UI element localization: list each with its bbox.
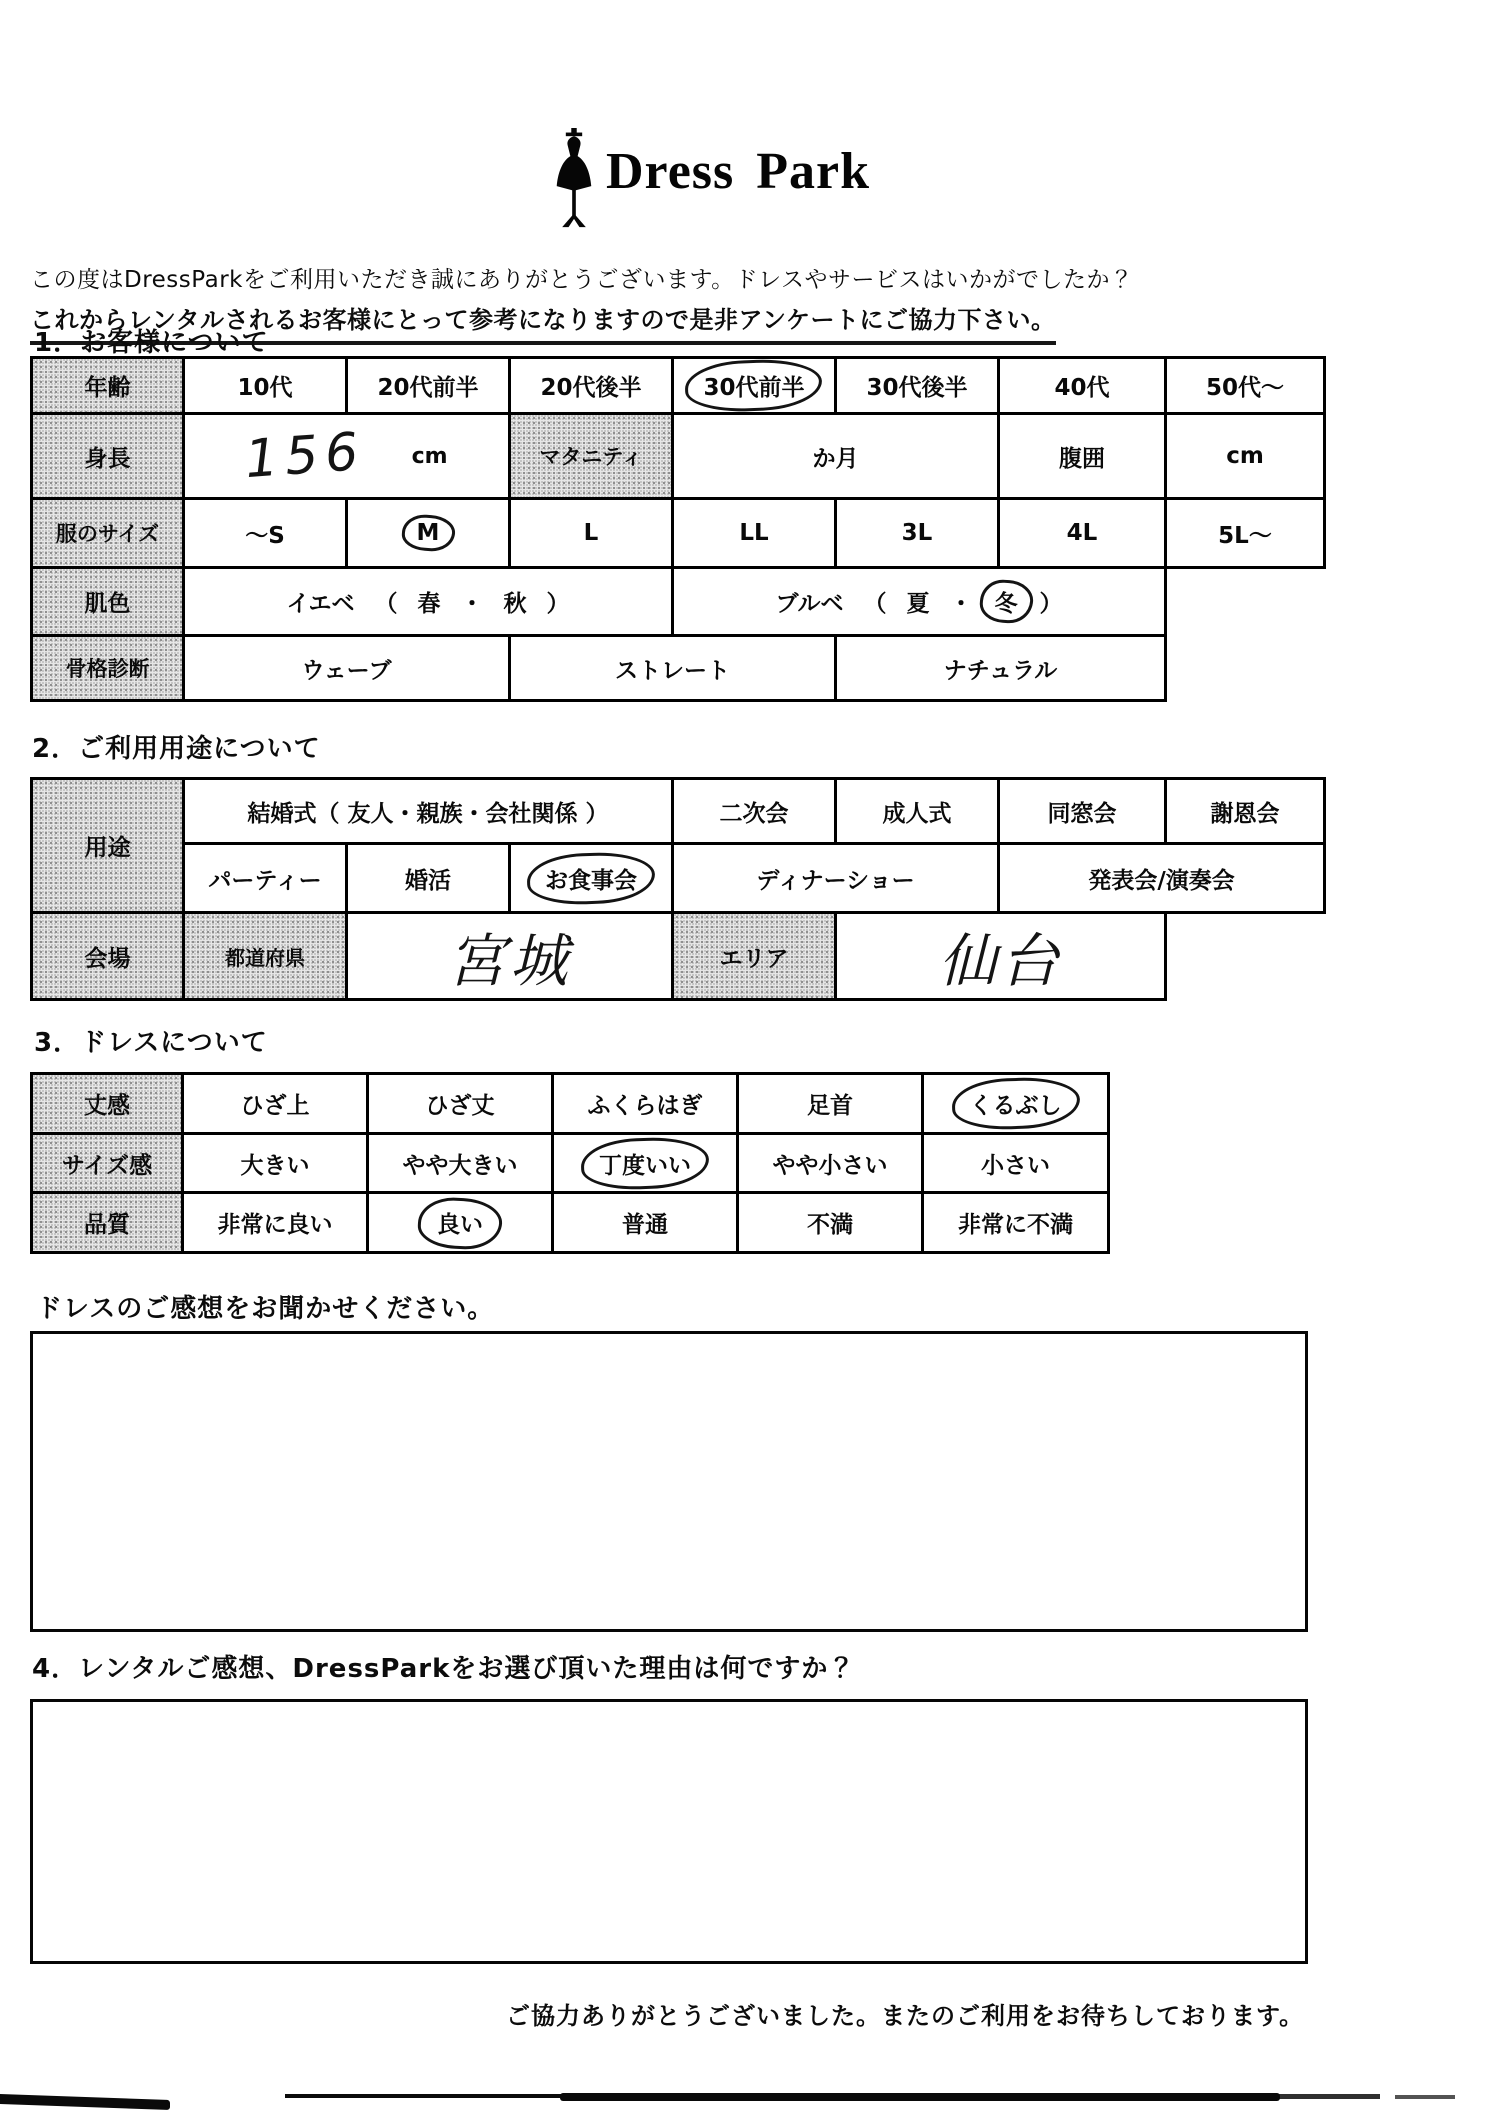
fit-option-slightly-large: やや大きい [368, 1134, 553, 1193]
fit-option-slightly-small: やや小さい [738, 1134, 923, 1193]
fit-option-just-right-selected: 丁度いい [553, 1134, 738, 1193]
blue-base-cell: ブルベ （ 夏 ・ 冬 ） [673, 568, 1166, 636]
skeleton-option-straight: ストレート [510, 636, 836, 701]
purpose-option-konkatsu: 婚活 [347, 844, 510, 913]
quality-option-unsatisfied: 不満 [738, 1193, 923, 1253]
dress-feedback-table [30, 1072, 1110, 1254]
purpose-option-reunion: 同窓会 [999, 779, 1166, 844]
dress-comment-box [30, 1331, 1308, 1632]
quality-option-very-unsatisfied: 非常に不満 [923, 1193, 1109, 1253]
fit-row-label: サイズ感 [32, 1134, 183, 1193]
prefecture-label: 都道府県 [184, 913, 347, 1000]
length-row-label: 丈感 [32, 1074, 183, 1134]
purpose-option-thanks-party: 謝恩会 [1166, 779, 1325, 844]
size-option-m-selected: M [347, 499, 510, 568]
waist-unit: cm [1166, 414, 1325, 499]
handwritten-prefecture-value: 宮城 [447, 927, 572, 995]
size-option-s: ～S [184, 499, 347, 568]
size-option-l: L [510, 499, 673, 568]
purpose-option-dinner-show: ディナーショー [673, 844, 999, 913]
age-row [32, 358, 1325, 414]
dress-comment-prompt: ドレスのご感想をお聞かせください。 [36, 1294, 495, 1324]
waist-label: 腹囲 [999, 414, 1166, 499]
skeleton-row-label: 骨格診断 [32, 636, 184, 701]
purpose-option-recital: 発表会/演奏会 [999, 844, 1325, 913]
quality-row-label: 品質 [32, 1193, 183, 1253]
section4-heading: 4．レンタルご感想、DressParkをお選び頂いた理由は何ですか？ [32, 1654, 856, 1684]
prefecture-value-cell [347, 913, 673, 1000]
footer-thanks-text: ご協力ありがとうございました。またのご利用をお待ちしております。 [506, 2002, 1305, 2030]
age-option-late-20s: 20代後半 [510, 358, 673, 414]
dress-form-icon [552, 128, 596, 228]
section1-heading: 1．お客様について [34, 328, 269, 358]
clothing-size-row [32, 499, 1325, 568]
venue-row [32, 913, 1325, 1000]
age-option-10s: 10代 [184, 358, 347, 414]
purpose-row-1 [32, 779, 1325, 844]
size-option-ll: LL [673, 499, 836, 568]
quality-option-normal: 普通 [553, 1193, 738, 1253]
age-row-label: 年齢 [32, 358, 184, 414]
size-option-5l: 5L～ [1166, 499, 1325, 568]
brand-logo [552, 120, 870, 228]
section2-heading: 2．ご利用用途について [32, 734, 321, 764]
length-option-anklebone-selected: くるぶし [923, 1074, 1109, 1134]
skin-row-label: 肌色 [32, 568, 184, 636]
venue-row-label: 会場 [32, 913, 184, 1000]
length-option-ankle: 足首 [738, 1074, 923, 1134]
length-option-knee: ひざ丈 [368, 1074, 553, 1134]
size-row-label: 服のサイズ [32, 499, 184, 568]
intro-emphasis-text: これからレンタルされるお客様にとって参考になりますので是非アンケートにご協力下さい。 [30, 300, 1056, 345]
skeleton-option-natural: ナチュラル [836, 636, 1166, 701]
usage-purpose-table [30, 777, 1326, 1001]
fit-row [32, 1134, 1109, 1193]
quality-row [32, 1193, 1109, 1253]
fit-option-large: 大きい [183, 1134, 368, 1193]
intro-text: この度はDressParkをご利用いただき誠にありがとうございます。ドレスやサービスはいかがでしたか？ [30, 267, 1134, 293]
size-option-4l: 4L [999, 499, 1166, 568]
purpose-row-label: 用途 [32, 779, 184, 913]
skeleton-option-wave: ウェーブ [184, 636, 510, 701]
age-option-early-20s: 20代前半 [347, 358, 510, 414]
scan-edge-artifact [0, 2085, 1500, 2115]
length-row [32, 1074, 1109, 1134]
length-option-above-knee: ひざ上 [183, 1074, 368, 1134]
length-option-calf: ふくらはぎ [553, 1074, 738, 1134]
rental-reason-comment-box [30, 1699, 1308, 1964]
purpose-option-party: パーティー [184, 844, 347, 913]
purpose-option-wedding: 結婚式（ 友人・親族・会社関係 ） [184, 779, 673, 844]
section3-heading: 3．ドレスについて [34, 1028, 268, 1058]
purpose-option-coming-of-age: 成人式 [836, 779, 999, 844]
height-unit: cm [411, 443, 448, 469]
yellow-base-cell: イエベ （ 春 ・ 秋 ） [184, 568, 673, 636]
quality-option-good-selected: 良い [368, 1193, 553, 1253]
handwritten-area-value: 仙台 [938, 927, 1063, 995]
age-option-early-30s-selected: 30代前半 [673, 358, 836, 414]
purpose-row-2 [32, 844, 1325, 913]
maternity-label: マタニティ [510, 414, 673, 499]
purpose-option-afterparty: 二次会 [673, 779, 836, 844]
age-option-40s: 40代 [999, 358, 1166, 414]
area-value-cell [836, 913, 1166, 1000]
skeleton-row [32, 636, 1325, 701]
height-row-label: 身長 [32, 414, 184, 499]
area-label: エリア [673, 913, 836, 1000]
age-option-50s: 50代～ [1166, 358, 1325, 414]
brand-name: Dress Park [606, 143, 871, 200]
age-option-late-30s: 30代後半 [836, 358, 999, 414]
height-row [32, 414, 1325, 499]
fit-option-small: 小さい [923, 1134, 1109, 1193]
size-option-3l: 3L [836, 499, 999, 568]
quality-option-very-good: 非常に良い [183, 1193, 368, 1253]
handwritten-height-value: 156 [243, 421, 368, 491]
customer-info-table [30, 356, 1326, 702]
skin-tone-row [32, 568, 1325, 636]
height-value-cell [184, 414, 510, 499]
purpose-option-dinner-selected: お食事会 [510, 844, 673, 913]
maternity-months-cell: か月 [673, 414, 999, 499]
